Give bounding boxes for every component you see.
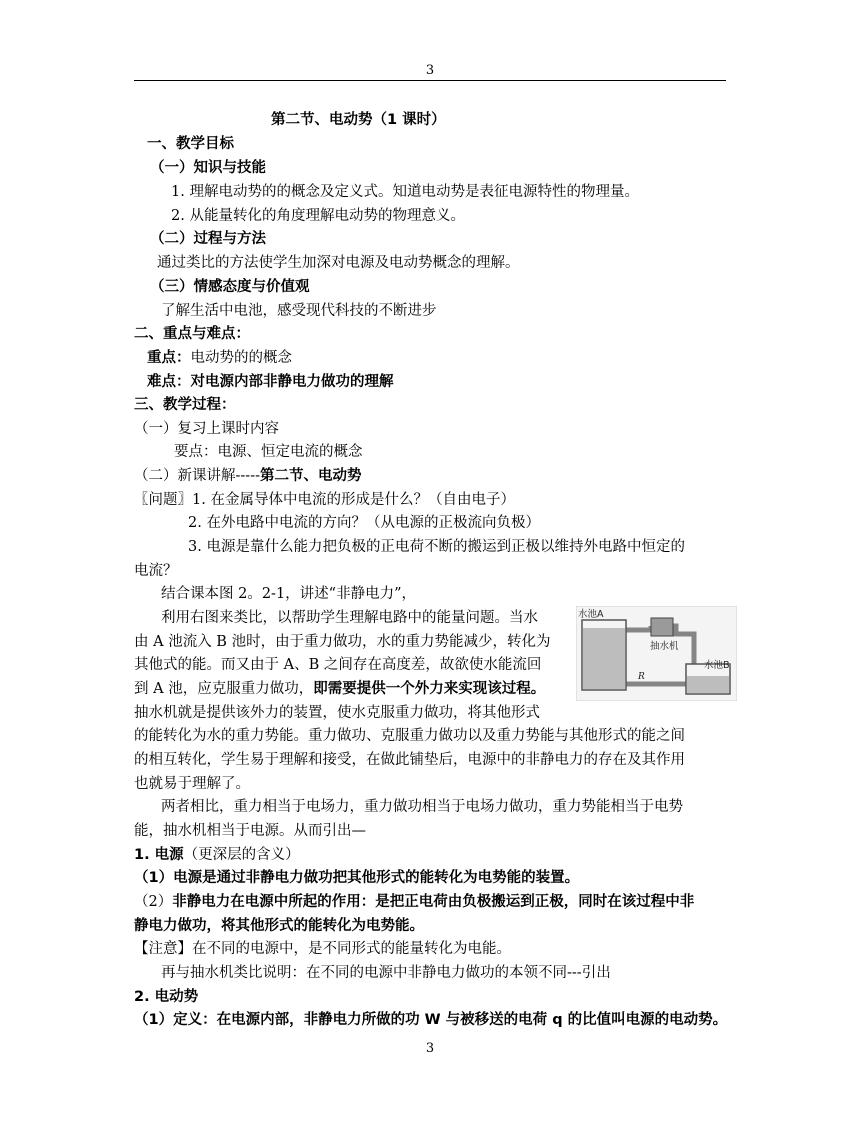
key-point-label: 重点： xyxy=(147,350,191,366)
goal-item-2: 2. 从能量转化的角度理解电动势的物理意义。 xyxy=(171,208,465,224)
pump-icon xyxy=(651,618,673,636)
subheading-process: （二）过程与方法 xyxy=(150,231,266,247)
section-title: 第二节、电动势（1 课时） xyxy=(271,112,446,128)
key-point-text: 电动势的的概念 xyxy=(190,350,292,366)
question-3: 3. 电源是靠什么能力把负极的正电荷不断的搬运到正极以维持外电路中恒定的 xyxy=(188,539,685,555)
paragraph-line: 利用右图来类比，以帮助学生理解电路中的能量问题。当水 xyxy=(161,610,538,626)
process-text: 通过类比的方法使学生加深对电源及电动势概念的理解。 xyxy=(157,255,520,271)
paragraph-text: 到 A 池，应克服重力做功， xyxy=(134,681,314,697)
paragraph-emphasis: 即需要提供一个外力来实现该过程。 xyxy=(313,681,546,697)
heading-power-source xyxy=(134,846,300,864)
paragraph-line: 能，抽水机相当于电源。从而引出— xyxy=(134,823,366,839)
new-lesson-line xyxy=(134,467,362,485)
note-line: 【注意】在不同的电源中，是不同形式的能量转化为电能。 xyxy=(134,941,511,957)
pump-label: 抽水机 xyxy=(650,641,679,652)
definition-2-num: （2） xyxy=(134,894,173,910)
definition-1: （1）电源是通过非静电力做功把其他形式的能转化为电势能的装置。 xyxy=(134,870,580,886)
water-pump-figure xyxy=(576,606,737,701)
definition-2-text: 非静电力在电源中所起的作用：是把正电荷由负极搬运到正极，同时在该过程中非 xyxy=(172,894,695,910)
new-lesson-prefix: （二）新课讲解----- xyxy=(134,468,260,484)
heading-teaching-goals: 一、教学目标 xyxy=(147,136,234,152)
paragraph-line xyxy=(134,680,545,698)
definition-2-cont: 静电力做功，将其他形式的能转化为电势能。 xyxy=(134,918,424,934)
analogy-line: 再与抽水机类比说明：在不同的电源中非静电力做功的本领不同---引出 xyxy=(161,965,611,981)
power-source-label: 1. 电源 xyxy=(134,847,184,863)
paragraph-line: 抽水机就是提供该外力的装置，使水克服重力做功，将其他形式 xyxy=(134,705,540,721)
review-heading: （一）复习上课时内容 xyxy=(134,421,279,437)
key-point-line xyxy=(147,349,292,367)
paragraph-line: 的相互转化，学生易于理解和接受，在做此铺垫后，电源中的非静电力的存在及其作用 xyxy=(134,752,685,768)
resistor-label: R xyxy=(638,672,645,682)
question-1: 〖问题〗1. 在金属导体中电流的形成是什么？（自由电子） xyxy=(134,492,515,508)
paragraph-line: 两者相比，重力相当于电场力，重力做功相当于电场力做功，重力势能相当于电势 xyxy=(161,799,683,815)
difficulty-label: 难点： xyxy=(147,374,191,390)
question-3-cont: 电流？ xyxy=(134,563,178,579)
page-number-top: 3 xyxy=(425,63,435,78)
difficulty-text: 对电源内部非静电力做功的理解 xyxy=(190,374,394,390)
new-lesson-title: 第二节、电动势 xyxy=(260,468,362,484)
heading-emf: 2. 电动势 xyxy=(134,989,199,1005)
paragraph-line: 的能转化为水的重力势能。重力做功、克服重力做功以及重力势能与其他形式的能之间 xyxy=(134,728,685,744)
pool-a xyxy=(582,620,626,690)
goal-item-1: 1. 理解电动势的的概念及定义式。知道电动势是表征电源特性的物理量。 xyxy=(171,184,639,200)
heading-teaching-process: 三、教学过程： xyxy=(134,397,236,413)
power-source-note: （更深层的含义） xyxy=(183,847,300,863)
definition-2 xyxy=(134,893,694,911)
paragraph-line: 也就易于理解了。 xyxy=(134,776,250,792)
page-number-bottom: 3 xyxy=(425,1041,435,1056)
heading-key-points: 二、重点与难点： xyxy=(134,326,250,342)
pool-a-label: 水池A xyxy=(578,609,604,620)
paragraph-line: 其他式的能。而又由于 A、B 之间存在高度差，故欲使水能流回 xyxy=(134,657,542,673)
attitude-text: 了解生活中电池，感受现代科技的不断进步 xyxy=(161,303,437,319)
difficulty-line xyxy=(147,373,394,391)
emf-definition: （1）定义：在电源内部，非静电力所做的功 W 与被移送的电荷 q 的比值叫电源的电动势。 xyxy=(134,1012,728,1028)
pool-b-label: 水池B xyxy=(704,660,730,671)
paragraph-line: 由 A 池流入 B 池时，由于重力做功，水的重力势能减少，转化为 xyxy=(134,634,551,650)
question-2: 2. 在外电路中电流的方向？（从电源的正极流向负极） xyxy=(188,515,540,531)
subheading-attitude: （三）情感态度与价值观 xyxy=(150,279,310,295)
paragraph-line: 结合课本图 2。2-1，讲述“非静电力”， xyxy=(161,586,417,602)
header-rule xyxy=(134,80,726,81)
subheading-knowledge: （一）知识与技能 xyxy=(150,160,266,176)
review-points: 要点：电源、恒定电流的概念 xyxy=(174,444,363,460)
